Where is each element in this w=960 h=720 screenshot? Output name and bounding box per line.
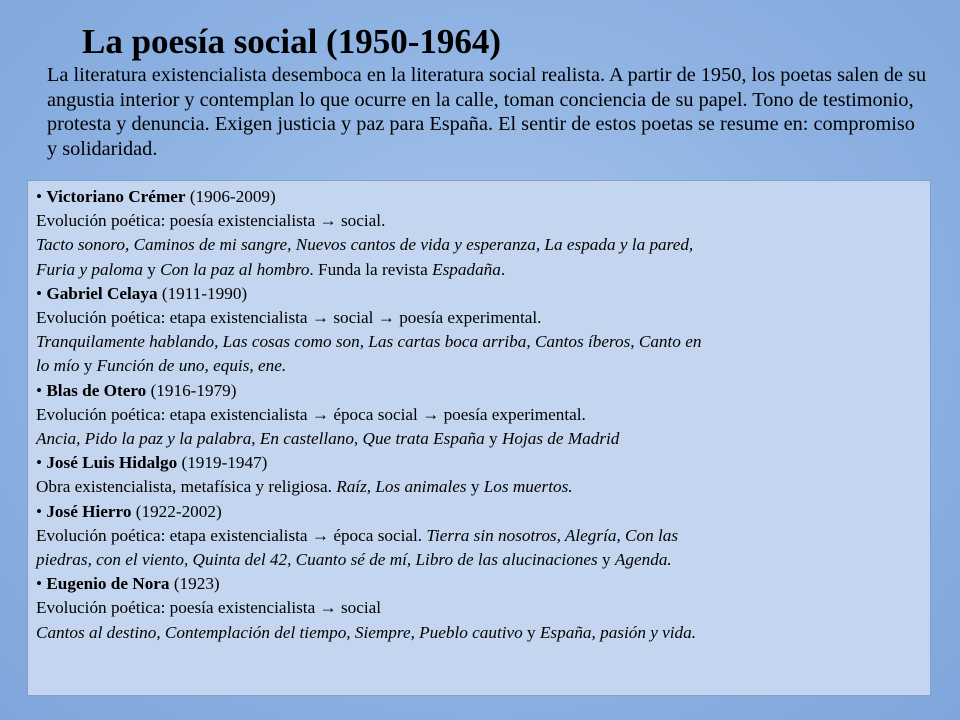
- poets-box: [27, 180, 931, 696]
- poet-name: Victoriano Crémer: [46, 187, 186, 206]
- poet-name: José Hierro: [46, 501, 132, 521]
- poet-heading: [36, 500, 924, 524]
- poet-heading: [36, 185, 924, 209]
- poet-years: (1906-2009): [189, 187, 276, 206]
- bullet: •: [36, 380, 43, 400]
- poet-heading: [36, 451, 924, 475]
- poet-evolution: Evolución poética: etapa existencialista → social → poesía experimental.: [36, 308, 542, 328]
- poet-works: Tacto sonoro, Caminos de mi sangre, Nuevos cantos de vida y esperanza, La espada y la pared,: [36, 235, 694, 255]
- poet-heading: [36, 572, 924, 596]
- bullet: •: [36, 501, 43, 521]
- poet-works: Cantos al destino, Contemplación del tiempo, Siempre, Pueblo cautivo y España, pasión y vida.: [36, 622, 697, 642]
- poet-years: (1923): [173, 574, 220, 594]
- intro-paragraph: La literatura existencialista desemboca en la literatura social realista. A partir de 1950, los poetas salen de su angustia interior y contemplan lo que ocurre en la calle, toman conciencia de su papel. Tono de testimonio, protesta y denuncia. Exigen justicia y paz para España. El sentir de estos poetas se resume en: compromiso y solidaridad.: [47, 64, 927, 161]
- poet-evolution: Evolución poética: etapa existencialista → época social → poesía experimental.: [36, 404, 586, 424]
- poet-works: Ancia, Pido la paz y la palabra, En castellano, Que trata España y Hojas de Madrid: [36, 429, 620, 449]
- poet-name: Eugenio de Nora: [46, 574, 170, 594]
- poet-years: (1911-1990): [161, 283, 248, 303]
- poet-heading: [36, 282, 924, 306]
- poet-years: (1916-1979): [150, 380, 237, 400]
- bullet: •: [36, 453, 43, 473]
- bullet: •: [36, 574, 43, 594]
- poet-evolution: Evolución poética: etapa existencialista → época social. Tierra sin nosotros, Alegría, Con las: [36, 525, 679, 545]
- poet-heading: [36, 379, 924, 403]
- poet-name: Gabriel Celaya: [46, 283, 158, 303]
- poet-works: piedras, con el viento, Quinta del 42, Cuanto sé de mí, Libro de las alucinaciones y Agenda.: [36, 550, 672, 570]
- poet-works: Furia y paloma y Con la paz al hombro. Funda la revista Espadaña.: [36, 259, 506, 279]
- poet-works: lo mío y Función de uno, equis, ene.: [36, 356, 287, 376]
- poet-evolution: Evolución poética: poesía existencialista → social: [36, 598, 382, 618]
- poet-years: (1919-1947): [181, 453, 268, 473]
- bullet: •: [36, 187, 43, 206]
- page-title: La poesía social (1950-1964): [82, 22, 502, 61]
- poet-works: Tranquilamente hablando, Las cosas como son, Las cartas boca arriba, Cantos íberos, Canto en: [36, 332, 702, 352]
- bullet: •: [36, 283, 43, 303]
- poet-works: Obra existencialista, metafísica y religiosa. Raíz, Los animales y Los muertos.: [36, 477, 573, 497]
- poet-name: Blas de Otero: [46, 380, 147, 400]
- poet-years: (1922-2002): [135, 501, 222, 521]
- poet-name: José Luis Hidalgo: [46, 453, 178, 473]
- poet-evolution: Evolución poética: poesía existencialista → social.: [36, 211, 386, 231]
